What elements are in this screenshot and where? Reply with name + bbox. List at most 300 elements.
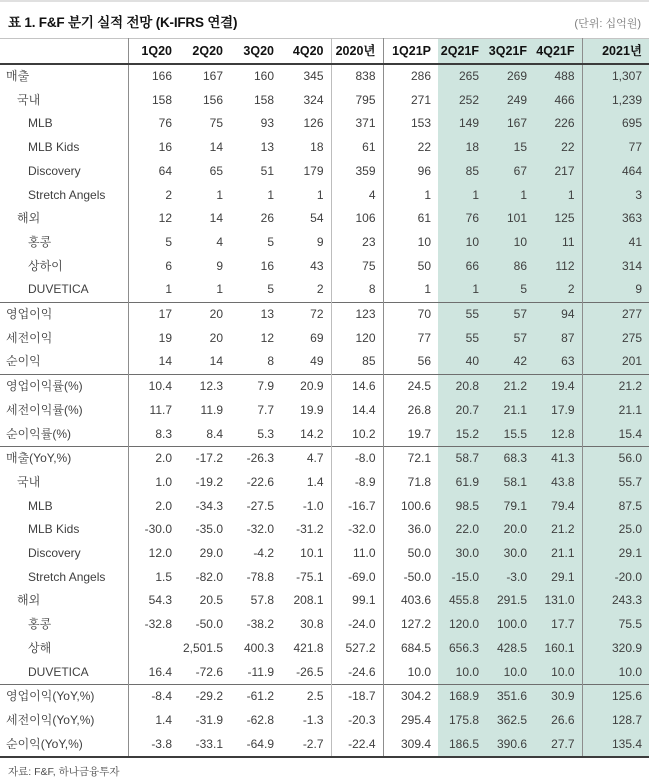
cell: 1.0 bbox=[155, 474, 172, 489]
cell: 527.2 bbox=[331, 637, 383, 661]
cell: 20.0 bbox=[486, 518, 534, 542]
cell: 79.1 bbox=[486, 495, 534, 519]
cell: 464 bbox=[582, 160, 649, 184]
cell: 18 bbox=[438, 136, 486, 160]
source-note: 자료: F&F, 하나금융투자 bbox=[8, 766, 120, 779]
column-header-1Q21P: 1Q21P bbox=[392, 44, 431, 58]
cell: 271 bbox=[410, 92, 431, 107]
cell: 106 bbox=[331, 207, 383, 231]
cell: 7.9 bbox=[230, 375, 281, 399]
cell: 5 bbox=[486, 278, 534, 302]
cell: 16 bbox=[260, 258, 274, 273]
cell: -11.9 bbox=[247, 664, 274, 679]
row-label: Discovery bbox=[0, 542, 128, 566]
cell: 21.2 bbox=[486, 375, 534, 399]
cell: 85 bbox=[438, 160, 486, 184]
cell: 359 bbox=[331, 160, 383, 184]
table-caption-row bbox=[0, 2, 649, 38]
cell: 10.0 bbox=[438, 661, 486, 685]
cell: 149 bbox=[438, 112, 486, 136]
corner-cell bbox=[0, 39, 128, 65]
cell: 77 bbox=[582, 136, 649, 160]
cell: 351.6 bbox=[486, 685, 534, 709]
cell: 14.2 bbox=[281, 423, 331, 447]
cell: 1,239 bbox=[582, 89, 649, 113]
cell: -72.6 bbox=[195, 664, 223, 679]
cell: -64.9 bbox=[246, 736, 274, 751]
cell: 309.4 bbox=[400, 736, 431, 751]
cell: 57 bbox=[486, 327, 534, 351]
cell: 77 bbox=[417, 330, 431, 345]
cell: 2,501.5 bbox=[182, 640, 223, 655]
column-header-4Q20: 4Q20 bbox=[281, 39, 331, 65]
row-label: 상해 bbox=[0, 637, 128, 661]
cell: -8.0 bbox=[331, 447, 383, 471]
cell: 36.0 bbox=[407, 522, 431, 537]
table-row-profit bbox=[0, 350, 649, 374]
cell: 24.5 bbox=[383, 375, 438, 399]
cell: 168.9 bbox=[438, 685, 486, 709]
cell: -8.9 bbox=[331, 471, 383, 495]
cell: 265 bbox=[438, 64, 486, 89]
cell: 277 bbox=[582, 303, 649, 327]
cell: 1 bbox=[281, 184, 331, 208]
cell: 63 bbox=[534, 350, 582, 374]
cell: -1.0 bbox=[281, 495, 331, 519]
row-label: MLB Kids bbox=[0, 136, 128, 160]
cell: 291.5 bbox=[486, 589, 534, 613]
cell: 488 bbox=[534, 64, 582, 89]
column-header-3Q21F: 3Q21F bbox=[486, 39, 534, 65]
row-label: 홍콩 bbox=[0, 613, 128, 637]
row-label: 영업이익(YoY,%) bbox=[0, 685, 128, 709]
row-label: 세전이익 bbox=[0, 327, 128, 351]
cell: 120 bbox=[331, 327, 383, 351]
column-header-1Q20: 1Q20 bbox=[141, 44, 172, 58]
cell: 20.5 bbox=[199, 593, 223, 608]
column-header-3Q20: 3Q20 bbox=[243, 44, 274, 58]
cell: 127.2 bbox=[400, 617, 431, 632]
cell: 20.7 bbox=[438, 399, 486, 423]
cell: 128.7 bbox=[582, 709, 649, 733]
cell: 50 bbox=[417, 258, 431, 273]
cell: 15.2 bbox=[438, 423, 486, 447]
cell: 87.5 bbox=[582, 495, 649, 519]
cell: -35.0 bbox=[195, 522, 223, 537]
cell: 21.1 bbox=[486, 399, 534, 423]
cell: 217 bbox=[534, 160, 582, 184]
cell: -34.3 bbox=[195, 498, 223, 513]
cell: 838 bbox=[331, 64, 383, 89]
cell: -3.0 bbox=[486, 566, 534, 590]
cell: 795 bbox=[331, 89, 383, 113]
column-header-2021년: 2021년 bbox=[582, 39, 649, 65]
cell: 41.3 bbox=[534, 447, 582, 471]
cell: 21.1 bbox=[534, 542, 582, 566]
cell: 135.4 bbox=[582, 733, 649, 758]
cell: 96 bbox=[417, 163, 431, 178]
table-row-revenue_yoy bbox=[0, 518, 649, 542]
table-header bbox=[0, 39, 649, 65]
column-header-2020년: 2020년 bbox=[331, 39, 383, 65]
cell: 17 bbox=[128, 303, 179, 327]
row-label: 세전이익(YoY,%) bbox=[0, 709, 128, 733]
cell: 10.0 bbox=[486, 661, 534, 685]
cell: -24.6 bbox=[331, 661, 383, 685]
cell: -33.1 bbox=[195, 736, 223, 751]
row-label: 순이익률(%) bbox=[0, 423, 128, 447]
cell: 30.0 bbox=[438, 542, 486, 566]
cell: 20 bbox=[179, 303, 230, 327]
cell: -32.0 bbox=[246, 522, 274, 537]
cell: 201 bbox=[582, 350, 649, 374]
table-row-revenue bbox=[0, 207, 649, 231]
row-label: 세전이익률(%) bbox=[0, 399, 128, 423]
row-label: 국내 bbox=[0, 89, 128, 113]
cell: 362.5 bbox=[486, 709, 534, 733]
cell: 2 bbox=[165, 187, 172, 202]
cell: 10.1 bbox=[281, 542, 331, 566]
cell: 13 bbox=[260, 140, 274, 155]
cell: 61 bbox=[417, 211, 431, 226]
cell: 98.5 bbox=[438, 495, 486, 519]
cell: 14 bbox=[209, 140, 223, 155]
cell: 49 bbox=[281, 350, 331, 374]
cell: 1,307 bbox=[582, 64, 649, 89]
table-row-margin bbox=[0, 423, 649, 447]
cell: 19 bbox=[158, 330, 172, 345]
cell: -31.9 bbox=[195, 712, 223, 727]
cell: 10.0 bbox=[534, 661, 582, 685]
cell: 13 bbox=[230, 303, 281, 327]
cell: -75.1 bbox=[281, 566, 331, 590]
row-label: 매출(YoY,%) bbox=[0, 447, 128, 471]
cell: 158 bbox=[253, 92, 274, 107]
table-row-revenue bbox=[0, 64, 649, 89]
table-row-revenue bbox=[0, 278, 649, 302]
cell: -26.5 bbox=[281, 661, 331, 685]
table-row-revenue bbox=[0, 231, 649, 255]
cell: 56 bbox=[417, 354, 431, 369]
cell: 10 bbox=[486, 231, 534, 255]
cell: 66 bbox=[438, 255, 486, 279]
cell: 167 bbox=[202, 69, 223, 83]
cell: 10.4 bbox=[128, 375, 179, 399]
cell: -4.2 bbox=[253, 546, 274, 561]
row-label: DUVETICA bbox=[0, 278, 128, 302]
cell: 8 bbox=[331, 278, 383, 302]
cell: 26 bbox=[260, 211, 274, 226]
cell: 55 bbox=[438, 327, 486, 351]
cell: 61.9 bbox=[438, 471, 486, 495]
table-row-revenue_yoy bbox=[0, 447, 649, 471]
cell: 249 bbox=[486, 89, 534, 113]
column-header-2Q20: 2Q20 bbox=[192, 44, 223, 58]
cell: 1 bbox=[267, 187, 274, 202]
cell: 125.6 bbox=[582, 685, 649, 709]
cell: 21.2 bbox=[582, 375, 649, 399]
cell: -16.7 bbox=[331, 495, 383, 519]
cell: 131.0 bbox=[534, 589, 582, 613]
cell: -82.0 bbox=[195, 569, 223, 584]
cell: 125 bbox=[534, 207, 582, 231]
cell: 17.9 bbox=[534, 399, 582, 423]
cell: -32.8 bbox=[144, 617, 172, 632]
cell: -24.0 bbox=[331, 613, 383, 637]
cell: 14.4 bbox=[331, 399, 383, 423]
row-label: 순이익(YoY,%) bbox=[0, 733, 128, 758]
cell: 186.5 bbox=[438, 733, 486, 758]
cell: 345 bbox=[281, 64, 331, 89]
cell: 16.4 bbox=[148, 664, 172, 679]
table-row-margin bbox=[0, 375, 649, 399]
cell: 43 bbox=[281, 255, 331, 279]
cell: 12.8 bbox=[534, 423, 582, 447]
cell: 76 bbox=[158, 116, 172, 131]
cell: 86 bbox=[486, 255, 534, 279]
cell: 19.4 bbox=[534, 375, 582, 399]
cell: -50.0 bbox=[195, 617, 223, 632]
cell: 695 bbox=[582, 112, 649, 136]
cell: 29.0 bbox=[199, 546, 223, 561]
cell: 14.6 bbox=[331, 375, 383, 399]
cell: 76 bbox=[438, 207, 486, 231]
cell: -18.7 bbox=[331, 685, 383, 709]
cell: 22.0 bbox=[438, 518, 486, 542]
table-row-revenue bbox=[0, 184, 649, 208]
cell: 9 bbox=[216, 258, 223, 273]
cell: 75 bbox=[331, 255, 383, 279]
cell: 54 bbox=[281, 207, 331, 231]
table-row-revenue_yoy bbox=[0, 589, 649, 613]
row-label: 국내 bbox=[0, 471, 128, 495]
cell: 51 bbox=[260, 163, 274, 178]
cell: 16 bbox=[158, 140, 172, 155]
cell: 27.7 bbox=[534, 733, 582, 758]
cell: 286 bbox=[410, 69, 431, 83]
table-row-revenue_yoy bbox=[0, 637, 649, 661]
row-label: 영업이익 bbox=[0, 303, 128, 327]
cell: 455.8 bbox=[438, 589, 486, 613]
cell: 69 bbox=[281, 327, 331, 351]
cell: 56.0 bbox=[582, 447, 649, 471]
cell: 2.0 bbox=[155, 498, 172, 513]
cell: 10 bbox=[438, 231, 486, 255]
cell: 2 bbox=[281, 278, 331, 302]
column-header-4Q21F: 4Q21F bbox=[534, 39, 582, 65]
cell: 100.0 bbox=[486, 613, 534, 637]
cell: -69.0 bbox=[331, 566, 383, 590]
cell: 58.1 bbox=[486, 471, 534, 495]
cell: 10.0 bbox=[582, 661, 649, 685]
cell: 23 bbox=[331, 231, 383, 255]
cell: -1.3 bbox=[281, 709, 331, 733]
cell: 179 bbox=[281, 160, 331, 184]
cell: -20.0 bbox=[582, 566, 649, 590]
cell: 390.6 bbox=[486, 733, 534, 758]
cell: 21.2 bbox=[534, 518, 582, 542]
table-row-revenue_yoy bbox=[0, 471, 649, 495]
cell: 43.8 bbox=[534, 471, 582, 495]
cell: -50.0 bbox=[403, 569, 431, 584]
table-row-revenue bbox=[0, 160, 649, 184]
cell: 243.3 bbox=[582, 589, 649, 613]
cell: 22 bbox=[534, 136, 582, 160]
cell: 15.4 bbox=[582, 423, 649, 447]
cell: -15.0 bbox=[438, 566, 486, 590]
cell: 19.7 bbox=[407, 426, 431, 441]
cell: 1 bbox=[165, 282, 172, 297]
cell: 61 bbox=[331, 136, 383, 160]
table-row-revenue bbox=[0, 112, 649, 136]
cell: 1 bbox=[534, 184, 582, 208]
cell: 2.0 bbox=[128, 447, 179, 471]
cell: 26.6 bbox=[534, 709, 582, 733]
cell: 20.8 bbox=[438, 375, 486, 399]
cell: 85 bbox=[331, 350, 383, 374]
table-row-profit_yoy bbox=[0, 733, 649, 758]
table-title: 표 1. F&F 분기 실적 전망 (K-IFRS 연결) bbox=[8, 15, 238, 30]
cell: 54.3 bbox=[148, 593, 172, 608]
cell: 93 bbox=[260, 116, 274, 131]
cell: 14 bbox=[158, 354, 172, 369]
cell: 226 bbox=[534, 112, 582, 136]
cell: -22.4 bbox=[331, 733, 383, 758]
cell: 41 bbox=[582, 231, 649, 255]
table-row-profit_yoy bbox=[0, 709, 649, 733]
cell: 11 bbox=[534, 231, 582, 255]
cell: 50.0 bbox=[407, 546, 431, 561]
cell: 126 bbox=[281, 112, 331, 136]
cell: 1 bbox=[438, 278, 486, 302]
cell: -62.8 bbox=[246, 712, 274, 727]
cell: 20 bbox=[209, 330, 223, 345]
header-row bbox=[0, 39, 649, 65]
table-row-profit_yoy bbox=[0, 685, 649, 709]
cell: 12 bbox=[260, 330, 274, 345]
cell: 208.1 bbox=[281, 589, 331, 613]
row-label: 순이익 bbox=[0, 350, 128, 374]
cell: 428.5 bbox=[486, 637, 534, 661]
cell: 12.0 bbox=[148, 546, 172, 561]
cell: 17.7 bbox=[534, 613, 582, 637]
cell: 1 bbox=[424, 282, 431, 297]
cell: 8.4 bbox=[206, 426, 223, 441]
cell: 363 bbox=[582, 207, 649, 231]
cell: 156 bbox=[202, 92, 223, 107]
forecast-table bbox=[0, 38, 649, 758]
cell: 11.9 bbox=[200, 402, 223, 417]
table-row-revenue_yoy bbox=[0, 613, 649, 637]
cell: 5 bbox=[267, 234, 274, 249]
row-label: Stretch Angels bbox=[0, 566, 128, 590]
cell: 25.0 bbox=[582, 518, 649, 542]
cell: -17.2 bbox=[179, 447, 230, 471]
table-row-revenue_yoy bbox=[0, 495, 649, 519]
cell: 67 bbox=[486, 160, 534, 184]
table-row-revenue bbox=[0, 136, 649, 160]
cell: 15 bbox=[486, 136, 534, 160]
cell bbox=[128, 637, 179, 661]
row-label: 영업이익률(%) bbox=[0, 375, 128, 399]
cell: 304.2 bbox=[383, 685, 438, 709]
cell: 5.3 bbox=[257, 426, 274, 441]
row-label: 매출 bbox=[0, 64, 128, 89]
cell: 656.3 bbox=[438, 637, 486, 661]
cell: 21.1 bbox=[582, 399, 649, 423]
cell: 26.8 bbox=[407, 402, 431, 417]
cell: 94 bbox=[534, 303, 582, 327]
cell: 1.4 bbox=[155, 712, 172, 727]
cell: 12 bbox=[158, 211, 172, 226]
table-row-revenue bbox=[0, 255, 649, 279]
cell: 71.8 bbox=[407, 474, 431, 489]
cell: 1.4 bbox=[281, 471, 331, 495]
cell: 314 bbox=[582, 255, 649, 279]
cell: -8.4 bbox=[128, 685, 179, 709]
cell: 101 bbox=[486, 207, 534, 231]
row-label: Discovery bbox=[0, 160, 128, 184]
cell: 20.9 bbox=[281, 375, 331, 399]
cell: 269 bbox=[486, 64, 534, 89]
table-row-revenue_yoy bbox=[0, 566, 649, 590]
cell: 40 bbox=[438, 350, 486, 374]
cell: 12.3 bbox=[179, 375, 230, 399]
cell: 30.9 bbox=[534, 685, 582, 709]
row-label: 상하이 bbox=[0, 255, 128, 279]
cell: -31.2 bbox=[281, 518, 331, 542]
row-label: 홍콩 bbox=[0, 231, 128, 255]
cell: 684.5 bbox=[400, 640, 431, 655]
cell: 9 bbox=[582, 278, 649, 302]
cell: 57 bbox=[486, 303, 534, 327]
cell: 7.7 bbox=[257, 402, 274, 417]
cell: 42 bbox=[486, 350, 534, 374]
cell: -22.6 bbox=[246, 474, 274, 489]
cell: 11.0 bbox=[331, 542, 383, 566]
cell: 3 bbox=[582, 184, 649, 208]
cell: 14 bbox=[209, 211, 223, 226]
table-row-profit bbox=[0, 327, 649, 351]
cell: 30.8 bbox=[281, 613, 331, 637]
cell: 1.5 bbox=[155, 569, 172, 584]
cell: 14 bbox=[209, 354, 223, 369]
cell: 1 bbox=[438, 184, 486, 208]
cell: 167 bbox=[486, 112, 534, 136]
cell: 6 bbox=[165, 258, 172, 273]
cell: 5 bbox=[267, 282, 274, 297]
cell: 72.1 bbox=[383, 447, 438, 471]
cell: -26.3 bbox=[230, 447, 281, 471]
cell: 466 bbox=[534, 89, 582, 113]
cell: 29.1 bbox=[534, 566, 582, 590]
cell: 10 bbox=[417, 234, 431, 249]
table-row-revenue bbox=[0, 89, 649, 113]
cell: 175.8 bbox=[438, 709, 486, 733]
cell: 87 bbox=[534, 327, 582, 351]
cell: -2.7 bbox=[281, 733, 331, 758]
cell: 65 bbox=[209, 163, 223, 178]
cell: 18 bbox=[281, 136, 331, 160]
cell: 1 bbox=[216, 282, 223, 297]
cell: 295.4 bbox=[400, 712, 431, 727]
cell: 166 bbox=[151, 69, 172, 83]
cell: 123 bbox=[331, 303, 383, 327]
cell: -29.2 bbox=[179, 685, 230, 709]
cell: 29.1 bbox=[582, 542, 649, 566]
cell: 10.0 bbox=[407, 664, 431, 679]
cell: 4.7 bbox=[281, 447, 331, 471]
